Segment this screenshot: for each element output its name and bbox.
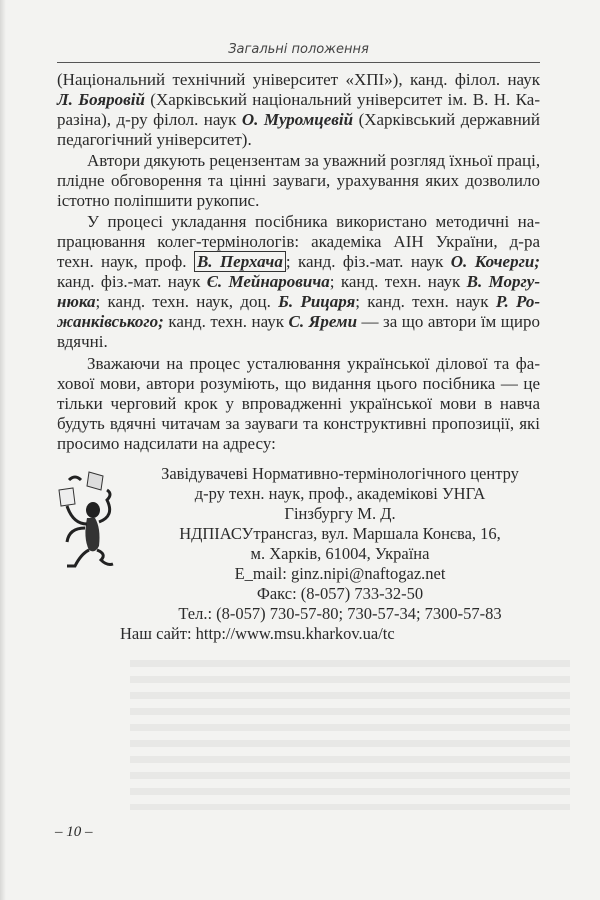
text-segment: Автори дякують рецензентам за уважний розгляд їхньої праці, xyxy=(87,151,541,170)
address-line: Тел.: (8-057) 730-57-80; 730-57-34; 7300-57-83 xyxy=(178,604,502,623)
email-text: E_mail: ginz.nipi@naftogaz.net xyxy=(234,564,446,583)
text-segment: разіна), д-ру філол. наук xyxy=(57,110,242,129)
text-segment: хової мови, автори розуміють, що видання цього посібника — це xyxy=(57,374,540,393)
text-segment: Зважаючи на процес усталювання української ділової та фа- xyxy=(87,354,540,373)
author-name: С. Яреми xyxy=(288,312,358,331)
text-segment: ; канд. техн. наук, доц. xyxy=(95,292,279,311)
website-text: Наш сайт: http://www.msu.kharkov.ua/tc xyxy=(120,624,395,643)
text-line xyxy=(57,312,540,332)
text-segment: тільки черговий крок у впровадженні української мови в навча xyxy=(57,394,540,413)
address-line: Гінзбургу М. Д. xyxy=(284,504,396,523)
author-name: Л. Бояровій xyxy=(57,90,145,109)
text-line xyxy=(57,374,540,394)
text-segment: істотно поліпшити рукопис. xyxy=(57,191,260,210)
author-name: О. Кочерги; xyxy=(450,252,540,271)
author-name: жанківського; xyxy=(57,312,164,331)
text-line xyxy=(57,354,540,374)
page-number: – 10 – xyxy=(55,824,93,840)
text-segment: працювання колег-термінологів: академіка АІН України, д-ра xyxy=(57,232,540,251)
text-segment: вдячні. xyxy=(57,332,108,351)
text-line xyxy=(57,191,540,211)
text-segment: ; канд. фіз.-мат. наук xyxy=(285,252,451,271)
text-segment: плідне обговорення та цінні зауваги, урахування яких дозволило xyxy=(57,171,540,190)
text-line xyxy=(57,212,540,232)
text-line xyxy=(57,434,540,454)
text-segment: педагогічний університет). xyxy=(57,130,252,149)
text-segment: канд. техн. наук xyxy=(163,312,289,331)
text-line xyxy=(57,70,540,90)
text-line xyxy=(57,292,540,312)
text-line xyxy=(57,272,540,292)
address-line: Завідувачеві Нормативно-термінологічного центру xyxy=(161,464,519,483)
text-line xyxy=(57,252,540,272)
author-name: Є. Мейнаровича xyxy=(206,272,330,291)
text-segment: ; канд. техн. наук xyxy=(355,292,496,311)
author-name: О. Муромцевій xyxy=(241,110,354,129)
text-segment: У процесі укладання посібника використано методичні на- xyxy=(87,212,540,231)
text-line xyxy=(57,171,540,191)
text-segment: ; канд. техн. наук xyxy=(329,272,467,291)
text-line xyxy=(57,332,540,352)
text-line xyxy=(57,151,540,171)
address-line: м. Харків, 61004, Україна xyxy=(250,544,430,563)
text-segment: канд. фіз.-мат. наук xyxy=(57,272,207,291)
text-segment: просимо надсилати на адресу: xyxy=(57,434,276,453)
text-segment: — за що автори їм щиро xyxy=(357,312,540,331)
author-name: В. Моргу- xyxy=(466,272,540,291)
text-segment: техн. наук, проф. xyxy=(57,252,194,271)
text-segment: будуть вдячні читачам за зауваги та конструктивні пропозиції, які xyxy=(57,414,540,433)
juggling-figure-illustration xyxy=(55,468,125,573)
bleed-through-text xyxy=(130,660,570,810)
author-name: нюка xyxy=(57,292,96,311)
text-line xyxy=(57,110,540,130)
author-name: Б. Рицаря xyxy=(278,292,356,311)
text-line xyxy=(57,90,540,110)
address-line: Факс: (8-057) 733-32-50 xyxy=(256,584,424,603)
text-line xyxy=(57,130,540,150)
text-segment: (Харківський національний університет ім. В. Н. Ка- xyxy=(144,90,540,109)
page-edge-shadow xyxy=(0,0,6,900)
author-name: В. Перхача xyxy=(194,251,286,272)
text-segment: (Національний технічний університет «ХПІ»), канд. філол. наук xyxy=(57,70,540,89)
text-line xyxy=(57,414,540,434)
running-header: Загальні положення xyxy=(228,42,369,57)
address-line: д-ру техн. наук, проф., академікові УНГА xyxy=(194,484,486,503)
address-line: НДПІАСУтрансгаз, вул. Маршала Конєва, 16, xyxy=(179,524,501,543)
author-name: Р. Ро- xyxy=(495,292,540,311)
header-rule xyxy=(57,62,540,63)
text-line xyxy=(57,394,540,414)
text-line xyxy=(57,232,540,252)
text-segment: (Харківський державний xyxy=(353,110,540,129)
